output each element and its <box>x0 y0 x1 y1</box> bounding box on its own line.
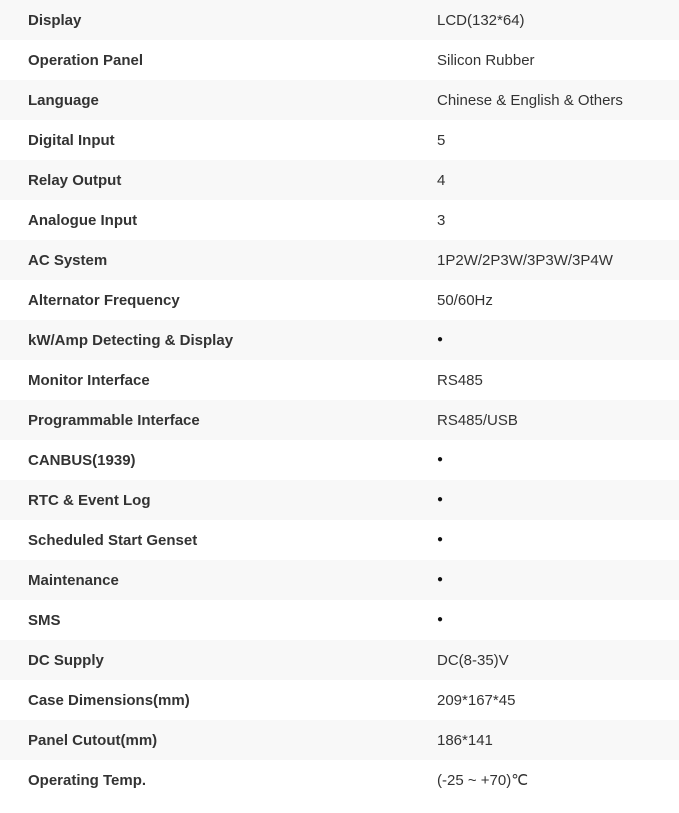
table-row <box>0 80 679 120</box>
row-value-bullet-icon: ● <box>437 334 444 345</box>
row-label: Alternator Frequency <box>28 291 180 309</box>
table-row <box>0 40 679 80</box>
table-row <box>0 560 679 600</box>
table-row <box>0 600 679 640</box>
row-label: Panel Cutout(mm) <box>28 731 158 749</box>
row-value: 4 <box>437 171 446 189</box>
row-value: Silicon Rubber <box>437 51 535 69</box>
row-value: (-25 ~ +70)℃ <box>437 772 529 789</box>
row-label: Language <box>28 91 99 109</box>
row-label: Monitor Interface <box>28 371 150 389</box>
row-label: Operation Panel <box>28 51 144 69</box>
table-row <box>0 240 679 280</box>
table-row <box>0 280 679 320</box>
row-value: 3 <box>437 211 446 229</box>
row-label: Operating Temp. <box>28 771 147 789</box>
row-label: CANBUS(1939) <box>28 451 136 469</box>
table-row <box>0 360 679 400</box>
row-label: Case Dimensions(mm) <box>28 691 190 709</box>
table-row <box>0 200 679 240</box>
row-label: Programmable Interface <box>28 411 200 429</box>
row-value: LCD(132*64) <box>437 11 525 29</box>
row-value: DC(8-35)V <box>437 651 509 669</box>
row-label: Display <box>28 11 82 29</box>
row-value-bullet-icon: ● <box>437 494 444 505</box>
table-row <box>0 680 679 720</box>
row-value: 186*141 <box>437 731 493 749</box>
table-row <box>0 640 679 680</box>
table-row <box>0 520 679 560</box>
row-label: kW/Amp Detecting & Display <box>28 331 234 349</box>
row-value: RS485 <box>437 371 483 389</box>
table-row <box>0 120 679 160</box>
row-label: Scheduled Start Genset <box>28 531 198 549</box>
table-row <box>0 760 679 800</box>
row-label: RTC & Event Log <box>28 491 151 509</box>
row-value-bullet-icon: ● <box>437 454 444 465</box>
table-row <box>0 480 679 520</box>
table-row <box>0 400 679 440</box>
table-row <box>0 720 679 760</box>
row-value: RS485/USB <box>437 411 518 429</box>
row-value-bullet-icon: ● <box>437 614 444 625</box>
row-label: SMS <box>28 611 61 629</box>
row-label: DC Supply <box>28 651 104 669</box>
row-value: 1P2W/2P3W/3P3W/3P4W <box>437 251 613 269</box>
row-label: Digital Input <box>28 131 115 149</box>
row-label: Analogue Input <box>28 211 138 229</box>
row-value-bullet-icon: ● <box>437 574 444 585</box>
row-value: 5 <box>437 131 446 149</box>
table-row <box>0 320 679 360</box>
table-row <box>0 160 679 200</box>
row-value: 209*167*45 <box>437 691 516 709</box>
row-label: Relay Output <box>28 171 122 189</box>
table-row <box>0 0 679 40</box>
table-row <box>0 440 679 480</box>
row-value-bullet-icon: ● <box>437 534 444 545</box>
row-value: 50/60Hz <box>437 291 493 309</box>
row-value: Chinese & English & Others <box>437 91 623 109</box>
row-label: AC System <box>28 251 108 269</box>
row-label: Maintenance <box>28 571 119 589</box>
